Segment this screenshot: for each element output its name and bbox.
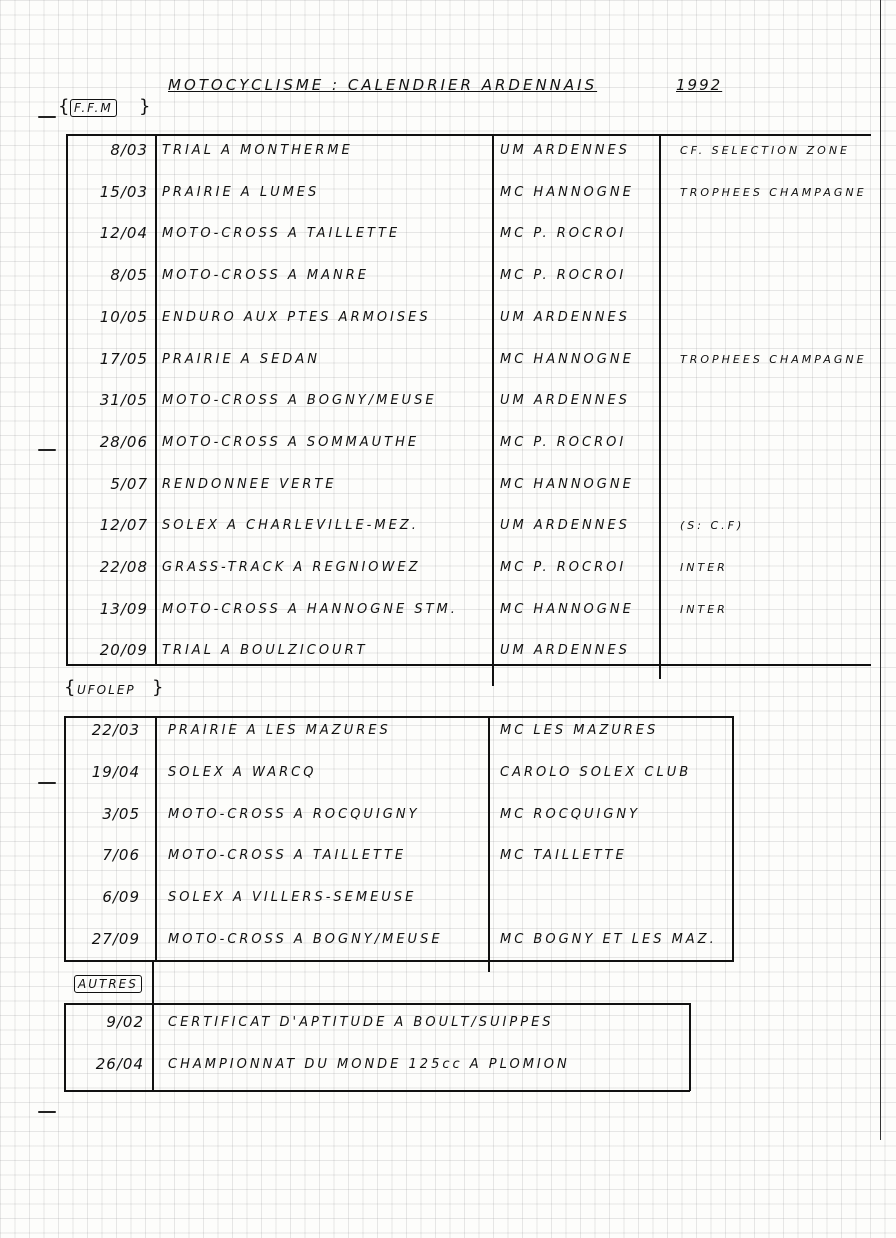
cell-date: 31/05 [99,391,148,409]
cell-date: 17/05 [99,350,148,368]
cell-club: MC HANNOGNE [500,477,634,492]
cell-date: 10/05 [99,308,148,326]
cell-date: 13/09 [99,600,148,618]
section-label-ffm: F.F.M [70,99,117,117]
section-brace: } [152,677,164,698]
cell-event: RENDONNEE VERTE [162,477,337,492]
cell-date: 12/04 [99,224,148,242]
cell-club: MC BOGNY ET LES MAZ. [500,932,717,947]
cell-event: TRIAL A BOULZICOURT [162,643,368,658]
cell-note: (S: C.F) [680,519,745,532]
table-border-right [732,716,734,962]
cell-event: MOTO-CROSS A BOGNY/MEUSE [168,932,443,947]
table-border-right [689,1003,691,1091]
margin-mark [38,1111,56,1113]
table-border-left [66,134,68,665]
section-brace: { [58,96,70,117]
page-year: 1992 [676,76,723,94]
cell-event: MOTO-CROSS A MANRE [162,268,369,283]
section-label-ufolep: UFOLEP [77,683,136,697]
cell-club: MC TAILLETTE [500,848,627,863]
cell-club: MC P. ROCROI [500,268,627,283]
table-border-left [64,1003,66,1091]
cell-club: CAROLO SOLEX CLUB [500,765,692,780]
cell-date: 9/02 [106,1013,144,1031]
section-brace: } [139,96,151,117]
cell-club: MC P. ROCROI [500,560,627,575]
cell-note: TROPHEES CHAMPAGNE [680,186,867,199]
table-border-bottom [64,1090,690,1092]
cell-event: MOTO-CROSS A TAILLETTE [162,226,401,241]
cell-date: 27/09 [91,930,140,948]
table-border-top [64,716,734,718]
cell-club: MC LES MAZURES [500,723,659,738]
cell-event: MOTO-CROSS A HANNOGNE STM. [162,602,458,617]
cell-club: UM ARDENNES [500,518,630,533]
cell-event: SOLEX A CHARLEVILLE-MEZ. [162,518,419,533]
cell-date: 19/04 [91,763,140,781]
table-border-bottom [66,664,871,666]
table-divider [155,134,157,665]
table-border-top [64,1003,690,1005]
cell-event: PRAIRIE A LES MAZURES [168,723,391,738]
margin-mark [38,782,56,784]
cell-event: PRAIRIE A LUMES [162,185,320,200]
cell-event: MOTO-CROSS A BOGNY/MEUSE [162,393,437,408]
cell-date: 8/05 [110,266,148,284]
cell-date: 22/03 [91,721,140,739]
cell-event: MOTO-CROSS A TAILLETTE [168,848,407,863]
cell-date: 3/05 [102,805,140,823]
cell-event: CHAMPIONNAT DU MONDE 125cc A PLOMION [168,1057,570,1072]
cell-club: UM ARDENNES [500,143,630,158]
cell-event: MOTO-CROSS A SOMMAUTHE [162,435,420,450]
cell-date: 28/06 [99,433,148,451]
cell-event: TRIAL A MONTHERME [162,143,353,158]
cell-note: INTER [680,603,728,616]
section-label-autres: AUTRES [74,975,142,993]
cell-event: GRASS-TRACK A REGNIOWEZ [162,560,421,575]
cell-note: CF. SELECTION ZONE [680,144,850,157]
cell-club: UM ARDENNES [500,310,630,325]
cell-club: MC ROCQUIGNY [500,807,641,822]
cell-club: MC P. ROCROI [500,435,627,450]
cell-date: 22/08 [99,558,148,576]
cell-date: 6/09 [102,888,140,906]
table-border-left [64,716,66,962]
cell-event: ENDURO AUX PTES ARMOISES [162,310,431,325]
cell-date: 8/03 [110,141,148,159]
cell-club: MC P. ROCROI [500,226,627,241]
page-right-edge [880,0,881,1140]
cell-date: 26/04 [95,1055,144,1073]
cell-club: MC HANNOGNE [500,185,634,200]
section-brace: { [64,677,76,698]
cell-club: MC HANNOGNE [500,352,634,367]
table-divider [152,960,154,1091]
cell-event: SOLEX A VILLERS-SEMEUSE [168,890,417,905]
table-divider [492,134,494,686]
table-divider [155,716,157,962]
cell-note: INTER [680,561,728,574]
cell-date: 20/09 [99,641,148,659]
cell-date: 5/07 [110,475,148,493]
cell-date: 12/07 [99,516,148,534]
page-title: MOTOCYCLISME : CALENDRIER ARDENNAIS [168,76,598,94]
margin-mark [38,116,56,118]
cell-club: UM ARDENNES [500,643,630,658]
table-border-bottom [64,960,734,962]
table-border-top [66,134,871,136]
cell-date: 7/06 [102,846,140,864]
cell-date: 15/03 [99,183,148,201]
margin-mark [38,449,56,451]
cell-club: UM ARDENNES [500,393,630,408]
cell-event: SOLEX A WARCQ [168,765,317,780]
cell-note: TROPHEES CHAMPAGNE [680,353,867,366]
table-divider [659,134,661,679]
cell-event: CERTIFICAT D'APTITUDE A BOULT/SUIPPES [168,1015,554,1030]
cell-event: PRAIRIE A SEDAN [162,352,320,367]
table-divider [488,716,490,972]
cell-club: MC HANNOGNE [500,602,634,617]
cell-event: MOTO-CROSS A ROCQUIGNY [168,807,420,822]
